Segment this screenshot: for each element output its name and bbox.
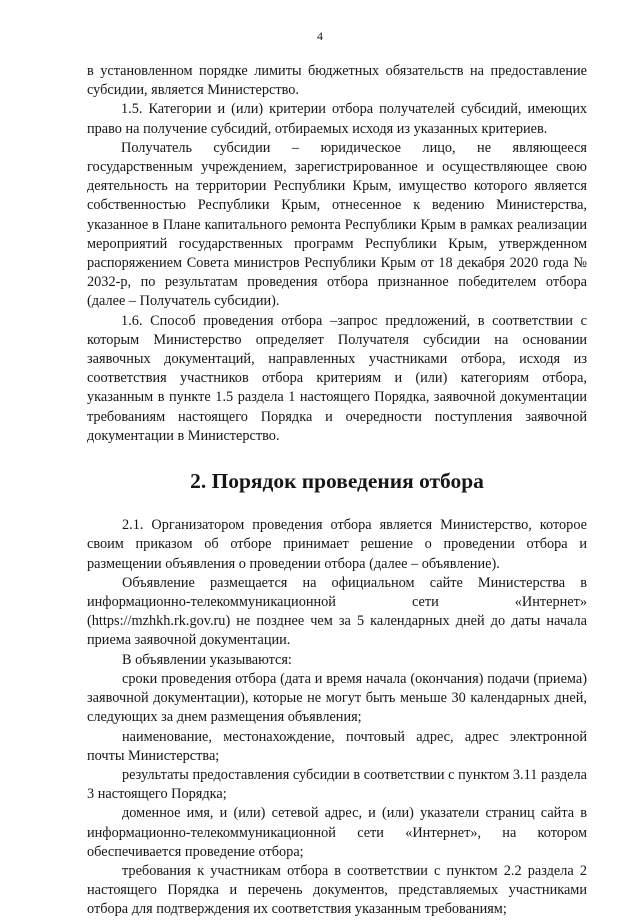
page-number: 4 [317,29,323,43]
paragraph-continuation: в установленном порядке лимиты бюджетных обязательств на предоставление субсидии, является Министерство. [87,63,587,99]
list-item-deadlines: сроки проведения отбора (дата и время начала (окончания) подачи (приема) заявочной документации), которые не могут быть меньше 30 календарных дней, следующих за днем размещения объявления; [87,670,587,726]
list-item-participant-requirements: требования к участникам отбора в соответствии с пунктом 2.2 раздела 2 настоящего Порядка и перечень документов, представляемых участниками отбора для подтверждения их соответствия указанным требованиям; [87,862,587,918]
list-item-domain-name: доменное имя, и (или) сетевой адрес, и (или) указатели страниц сайта в информационно-телекоммуникационной сети «Интернет», на котором обеспечивается проведение отбора; [87,805,587,860]
document-body [87,62,587,920]
paragraph-2-1: 2.1. Организатором проведения отбора является Министерство, которое своим приказом об отборе принимает решение о проведении отбора и размещении объявления о проведении отбора (далее – объявление). [87,517,587,572]
paragraph-1-5: 1.5. Категории и (или) критерии отбора получателей субсидий, имеющих право на получение субсидий, отбираемых исходя из указанных критериев. [87,101,587,137]
list-item-results: результаты предоставления субсидии в соответствии с пунктом 3.11 раздела 3 настоящего Порядка; [87,766,587,803]
section-heading: 2. Порядок проведения отбора [190,469,484,494]
paragraph-recipient-definition: Получатель субсидии – юридическое лицо, не являющееся государственным учреждением, зарегистрированное и осуществляющее свою деятельность на территории Республики Крым, имущество которого является собственностью Республики Крым, отнесенное к ведению Министерства, указанное в Плане капитального ремонта Республики Крым в рамках реализации мероприятий государственных программ Республики Крым, утвержденном распоряжением Совета министров Республики Крым от 18 декабря 2020 года № 2032-р, по результатам проведения отбора признанное победителем отбора (далее – Получатель субсидии). [87,139,587,310]
paragraph-announcement-contents: В объявлении указываются: [122,651,292,668]
paragraph-1-6: 1.6. Способ проведения отбора –запрос предложений, в соответствии с которым Министерство определяет Получателя субсидии на основании заявочных документаций, направленных участниками отбора, исходя из соответствия участников отбора критериям и (или) категориям отбора, указанным в пункте 1.5 раздела 1 настоящего Порядка, заявочной документации требованиям настоящего Порядка и очередности поступления заявочной документации в Министерство. [87,312,587,444]
paragraph-announcement: Объявление размещается на официальном сайте Министерства в информационно-телекоммуникационной сети «Интернет» (https://mzhkh.rk.gov.ru) не позднее чем за 5 календарных дней до даты начала приема заявочной документации. [87,574,587,649]
list-item-ministry-address: наименование, местонахождение, почтовый адрес, адрес электронной почты Министерства; [87,728,587,764]
